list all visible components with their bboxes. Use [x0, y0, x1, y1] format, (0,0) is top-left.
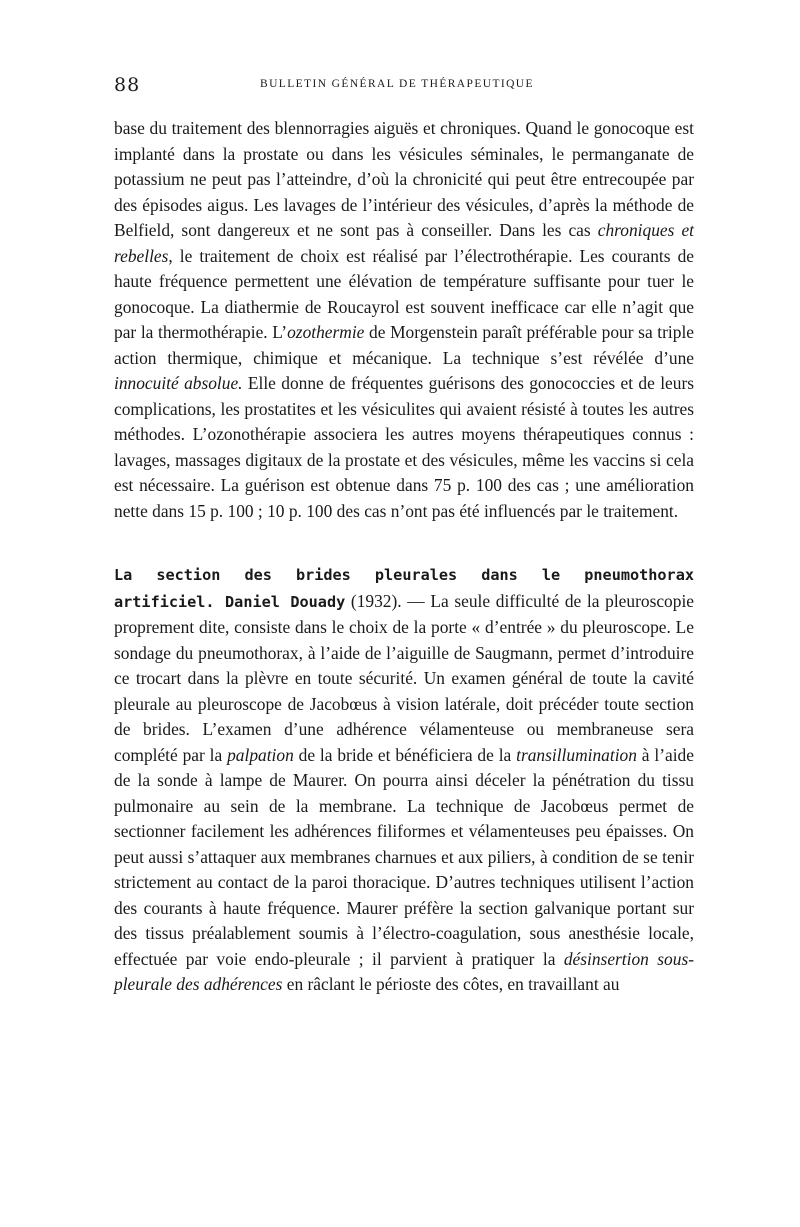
text-run: de Morgenstein paraît préférable pour sa triple action thermique, chimique et mécanique. La technique s’est révélée d’une — [114, 322, 695, 368]
text-run: en râclant le périoste des côtes, en travaillant au — [282, 974, 620, 994]
text-run: — La seule difficulté de la pleuroscopie proprement dite, consiste dans le choix de la porte « d’entrée » du pleuroscope. Le sondage du pneumothorax, à l’aide de l’aiguille de Saugmann, permet d’introduire ce trocart dans la plèvre en toute sécurité. Un examen général de toute la cavité pleurale au pleuroscope de Jacobœus à vision latérale, doit précéder toute section de brides. L’examen d’une adhérence vélamenteuse ou membraneuse sera complété par la — [114, 590, 694, 765]
text-run: de la bride et bénéficiera de la — [293, 744, 517, 765]
text-run: à l’aide de la sonde à lampe de Maurer. On pourra ainsi déceler la pénétration du tissu pulmonaire au sein de la membrane. La technique de Jacobœus permet de sectionner facilement les adhérences filiformes et vélamenteuses peu épaisses. On peut aussi s’attaquer aux membranes charnues et aux piliers, à condition de se tenir strictement au contact de la paroi thoracique. D’autres techniques utilisent l’action des courants à haute fréquence. Maurer préfère la section galvanique portant sur des tissus préalablement soumis à l’électro-coagulation, sous anesthésie locale, effectuée par voie endo-pleurale ; il parvient à pratiquer la — [114, 744, 694, 969]
text-run: , le traitement de choix est réalisé par l’électrothérapie. Les courants de haute fréquence permettent une élévation de température suffisante pour tuer le gonocoque. La diathermie de Roucayrol est souvent inefficace car elle n’agit que par la thermothérapie. L’ — [114, 245, 694, 342]
document-page — [114, 70, 694, 998]
section-gap — [114, 524, 694, 562]
italic-run: ozothermie — [287, 322, 365, 342]
page-number: 88 — [114, 74, 141, 96]
italic-run: chroniques et rebelles — [114, 220, 694, 266]
journal-title: BULLETIN GÉNÉRAL DE THÉRAPEUTIQUE — [260, 78, 534, 90]
text-run: base du traitement des blennorragies aiguës et chroniques. Quand le gonocoque est implanté dans la prostate ou dans les vésicules séminales, le permanganate de potassium ne peut pas l’atteindre, d’où la chronicité qui peut être entrecoupée par des épisodes aigus. Les lavages de l’intérieur des vésicules, d’après la méthode de Belfield, sont dangereux et ne sont pas à conseiller. Dans les cas — [114, 118, 694, 240]
italic-run: innocuité absolue. — [114, 373, 243, 393]
italic-run: désinsertion sous-pleurale des adhérences — [114, 948, 694, 994]
article-year: (1932). — [345, 590, 402, 611]
article-heading: La section des brides pleurales dans le pneumothorax artificiel. Daniel Douady — [114, 566, 694, 611]
text-run: Elle donne de fréquentes guérisons des gonococcies et de leurs complications, les prostatites et les vésiculites qui avaient résisté à toutes les autres méthodes. L’ozonothérapie associera les autres moyens thérapeutiques connus : lavages, massages digitaux de la prostate et des vésicules, même les vaccins si cela est nécessaire. La guérison est obtenue dans 75 p. 100 des cas ; une amélioration nette dans 15 p. 100 ; 10 p. 100 des cas n’ont pas été influencés par le traitement. — [114, 373, 694, 521]
italic-run: palpation — [227, 744, 294, 765]
paragraph-gonococcie — [114, 116, 694, 524]
paragraph-brides-pleurales — [114, 562, 694, 998]
running-head — [114, 70, 694, 100]
italic-run: transillumination — [516, 744, 637, 765]
